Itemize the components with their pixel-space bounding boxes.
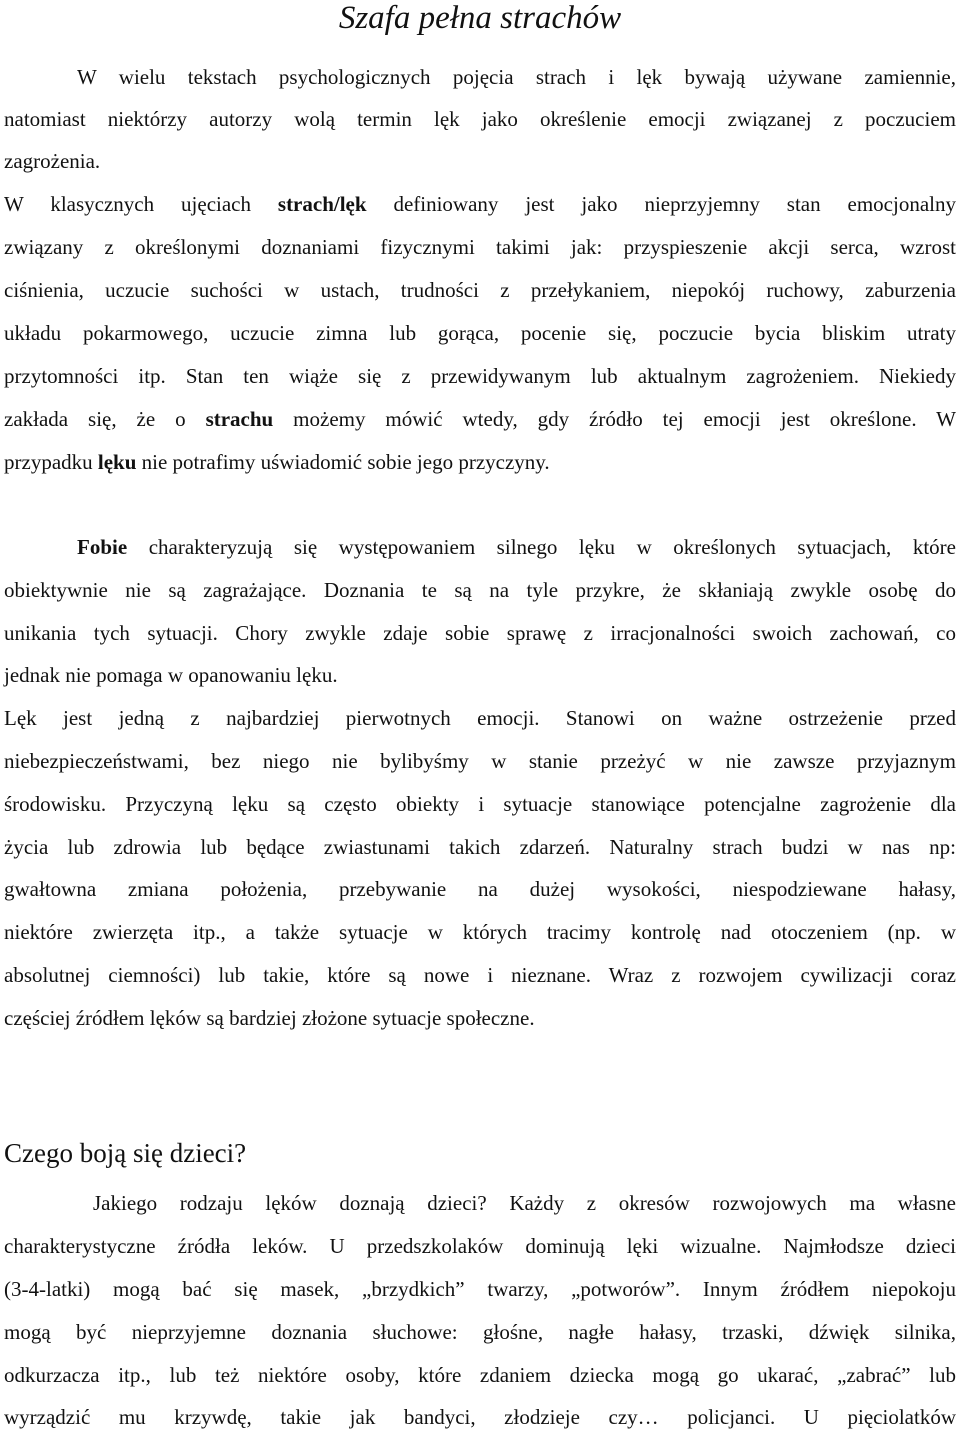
paragraph-line: wyrządzić mu krzywdę, takie jak bandyci, złodzieje czy… policjanci. U pięciolatków [4, 1405, 956, 1429]
paragraph-line: natomiast niektórzy autorzy wolą termin lęk jako określenie emocji związanej z poczuciem [4, 107, 956, 131]
text-run: przypadku [4, 450, 98, 474]
paragraph-line: W wielu tekstach psychologicznych pojęcia strach i lęk bywają używane zamiennie, [77, 65, 956, 89]
paragraph-line: niektóre zwierzęta itp., a także sytuacje w których tracimy kontrolę nad otoczeniem (np. w [4, 920, 956, 944]
paragraph-line: ciśnienia, uczucie suchości w ustach, trudności z przełykaniem, niepokój ruchowy, zaburzenia [4, 278, 956, 302]
paragraph-line: niebezpieczeństwami, bez niego nie bylibyśmy w stanie przeżyć w nie zawsze przyjaznym [4, 749, 956, 773]
paragraph-line: (3-4-latki) mogą bać się masek, „brzydkich” twarzy, „potworów”. Innym źródłem niepokoju [4, 1277, 956, 1301]
paragraph-line: odkurzacza itp., lub też niektóre osoby, które zdaniem dziecka mogą go ukarać, „zabrać” lub [4, 1363, 956, 1387]
paragraph-line: życia lub zdrowia lub będące zwiastunami takich zdarzeń. Naturalny strach budzi w nas np: [4, 835, 956, 859]
text-run: definiowany jest jako nieprzyjemny stan emocjonalny [366, 192, 956, 216]
paragraph-line: gwałtowna zmiana położenia, przebywanie na dużej wysokości, niespodziewane hałasy, [4, 877, 956, 901]
paragraph-line: związany z określonymi doznaniami fizycznymi takimi jak: przyspieszenie akcji serca, wzrost [4, 235, 956, 259]
bold-term: Fobie [77, 535, 128, 559]
text-run: W klasycznych ujęciach [4, 192, 278, 216]
paragraph-line: charakterystyczne źródła leków. U przedszkolaków dominują lęki wizualne. Najmłodsze dzieci [4, 1234, 956, 1258]
paragraph-line: środowisku. Przyczyną lęku są często obiekty i sytuacje stanowiące potencjalne zagrożenie dla [4, 792, 956, 816]
text-run: możemy mówić wtedy, gdy źródło tej emocji jest określone. W [273, 407, 956, 431]
paragraph-line: częściej źródłem lęków są bardziej złożone sytuacje społeczne. [4, 1006, 535, 1030]
text-run: zakłada się, że o [4, 407, 206, 431]
paragraph-line: mogą być nieprzyjemne doznania słuchowe: głośne, nagłe hałasy, trzaski, dźwięk silnika, [4, 1320, 956, 1344]
paragraph-line: Lęk jest jedną z najbardziej pierwotnych emocji. Stanowi on ważne ostrzeżenie przed [4, 706, 956, 730]
paragraph-line [4, 189, 956, 219]
bold-term: lęku [97, 450, 137, 474]
bold-term: strach/lęk [277, 192, 367, 216]
section-heading: Czego boją się dzieci? [4, 1138, 247, 1168]
bold-term: strachu [205, 407, 274, 431]
paragraph-line: jednak nie pomaga w opanowaniu lęku. [4, 663, 338, 687]
paragraph-line: zagrożenia. [4, 149, 101, 173]
paragraph-line: Jakiego rodzaju lęków doznają dzieci? Każdy z okresów rozwojowych ma własne [93, 1191, 956, 1215]
paragraph-line: unikania tych sytuacji. Chory zwykle zdaje sobie sprawę z irracjonalności swoich zachowań, co [4, 621, 956, 645]
paragraph-line [4, 404, 956, 434]
text-run: nie potrafimy uświadomić sobie jego przyczyny. [136, 450, 550, 474]
paragraph-line: przytomności itp. Stan ten wiąże się z przewidywanym lub aktualnym zagrożeniem. Niekiedy [4, 364, 956, 388]
document-title: Szafa pełna strachów [338, 0, 622, 36]
paragraph-line: obiektywnie nie są zagrażające. Doznania te są na tyle przykre, że skłaniają zwykle osobę do [4, 578, 956, 602]
paragraph-line [4, 447, 956, 477]
text-run: charakteryzują się występowaniem silnego lęku w określonych sytuacjach, które [127, 535, 956, 559]
paragraph-line [77, 532, 956, 562]
paragraph-line: absolutnej ciemności) lub takie, które są nowe i nieznane. Wraz z rozwojem cywilizacji coraz [4, 963, 956, 987]
paragraph-line: układu pokarmowego, uczucie zimna lub gorąca, pocenie się, poczucie bycia bliskim utraty [4, 321, 956, 345]
